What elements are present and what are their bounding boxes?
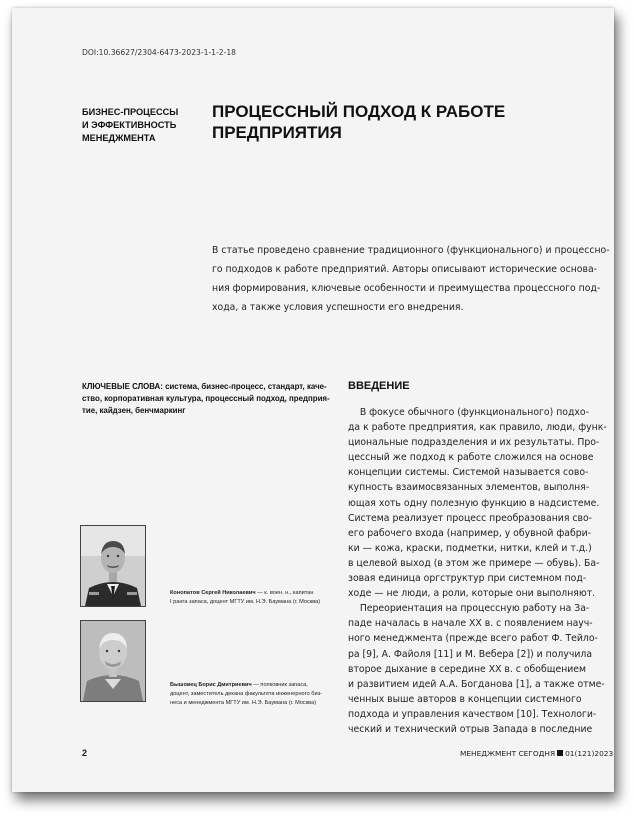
intro-heading: ВВЕДЕНИЕ <box>348 380 410 392</box>
body-line: его рабочего входа (например, у обувной фабри- <box>348 527 592 539</box>
author-detail: I ранга запаса, доцент МГТУ им. Н.Э. Баумана (г. Москва) <box>170 599 321 605</box>
author-info <box>170 589 330 607</box>
keywords <box>82 381 332 417</box>
abstract-line: го подходов к работе предприятий. Авторы описывают исторические основа- <box>212 264 598 275</box>
title-line: ПРОЦЕССНЫЙ ПОДХОД К РАБОТЕ <box>212 102 506 121</box>
abstract-line: ния формирования, ключевые особенности и преимущества процессного под- <box>212 283 601 294</box>
body-line: ки — кожа, краски, подметки, нитки, клей и т.д.) <box>348 542 592 554</box>
keywords-line: КЛЮЧЕВЫЕ СЛОВА: система, бизнес-процесс, стандарт, каче- <box>82 382 327 391</box>
body-line: подхода и управления качеством [10]. Технологи- <box>348 708 597 720</box>
body-line: Переориентация на процессную работу на За- <box>348 603 590 615</box>
section-line: МЕНЕДЖМЕНТА <box>82 133 156 143</box>
doi: DOI:10.36627/2304-6473-2023-1-1-2-18 <box>82 48 236 57</box>
section-line: БИЗНЕС-ПРОЦЕССЫ <box>82 107 179 117</box>
body-line: Система реализует процесс преобразования сво- <box>348 512 593 524</box>
author-photo <box>80 525 146 607</box>
author-detail: неса и менеджмента МГТУ им. Н.Э. Баумана (г. Москва) <box>170 700 317 706</box>
abstract-line: хода, а также условия успешности его внедрения. <box>212 302 464 313</box>
title-line: ПРЕДПРИЯТИЯ <box>212 123 342 142</box>
body-line: ческий и технический отрыв Запада в последние <box>348 723 593 735</box>
section-label <box>82 106 192 145</box>
section-line: И ЭФФЕКТИВНОСТЬ <box>82 120 177 130</box>
body-line: и развитием идей А.А. Богданова [1], а также отме- <box>348 678 605 690</box>
keywords-line: ство, корпоративная культура, процессный подход, предприя- <box>82 394 330 403</box>
author-name: Конопатов Сергей Николаевич <box>170 590 256 596</box>
author-info <box>170 681 330 708</box>
body-line: концепции системы. Системой называется сово- <box>348 467 589 479</box>
journal-issue: 01(121)2023 <box>565 749 614 758</box>
page-number: 2 <box>82 748 88 758</box>
author-name: Бышовец Борис Дмитриевич <box>170 682 252 688</box>
body-line: ра [9], А. Файоля [11] и М. Вебера [2]) и получила <box>348 648 593 660</box>
body-line: паде началась в начале XX в. с появлением науч- <box>348 618 593 630</box>
article-title <box>212 101 542 143</box>
author-detail: — полковник запаса, <box>253 682 308 688</box>
body-line: В фокусе обычного (функционального) подхо- <box>348 407 589 418</box>
body-text <box>348 405 607 737</box>
body-line: ходе — не люди, а роли, которые они выполняют. <box>348 588 596 600</box>
body-line: в целевой выход (в этом же примере — обувь). Ба- <box>348 557 600 569</box>
author-detail: доцент, заместитель декана факультета инженерного биз- <box>170 691 322 697</box>
body-line: второе дыхание в середине XX в. с обобщением <box>348 663 587 675</box>
body-line: зовая единица оргструктур при системном под- <box>348 573 587 585</box>
body-line: ющая хоть одну полезную функцию в надсистеме. <box>348 497 600 509</box>
body-line: да к работе предприятия, как правило, люди, функ- <box>348 422 607 434</box>
body-line: циональные подразделения и их результаты. Про- <box>348 437 600 449</box>
body-line: цессный же подход к работе сложился на основе <box>348 452 594 464</box>
journal-footer <box>460 749 613 758</box>
journal-name: МЕНЕДЖМЕНТ СЕГОДНЯ <box>460 749 556 758</box>
body-line: купность взаимосвязанных элементов, выполня- <box>348 482 590 494</box>
body-line: ченных выше авторов в концепции системного <box>348 693 582 705</box>
author-photo <box>80 620 146 702</box>
author-detail: — к. воен. н., капитан <box>257 590 314 596</box>
journal-page <box>12 8 614 792</box>
square-icon <box>557 750 563 756</box>
abstract <box>212 241 610 317</box>
keywords-line: тие, кайдзен, бенчмаркинг <box>82 406 186 415</box>
abstract-line: В статье проведено сравнение традиционного (функционального) и процессно- <box>212 245 610 256</box>
body-line: ного менеджмента (прежде всего работ Ф. Тейло- <box>348 633 598 645</box>
